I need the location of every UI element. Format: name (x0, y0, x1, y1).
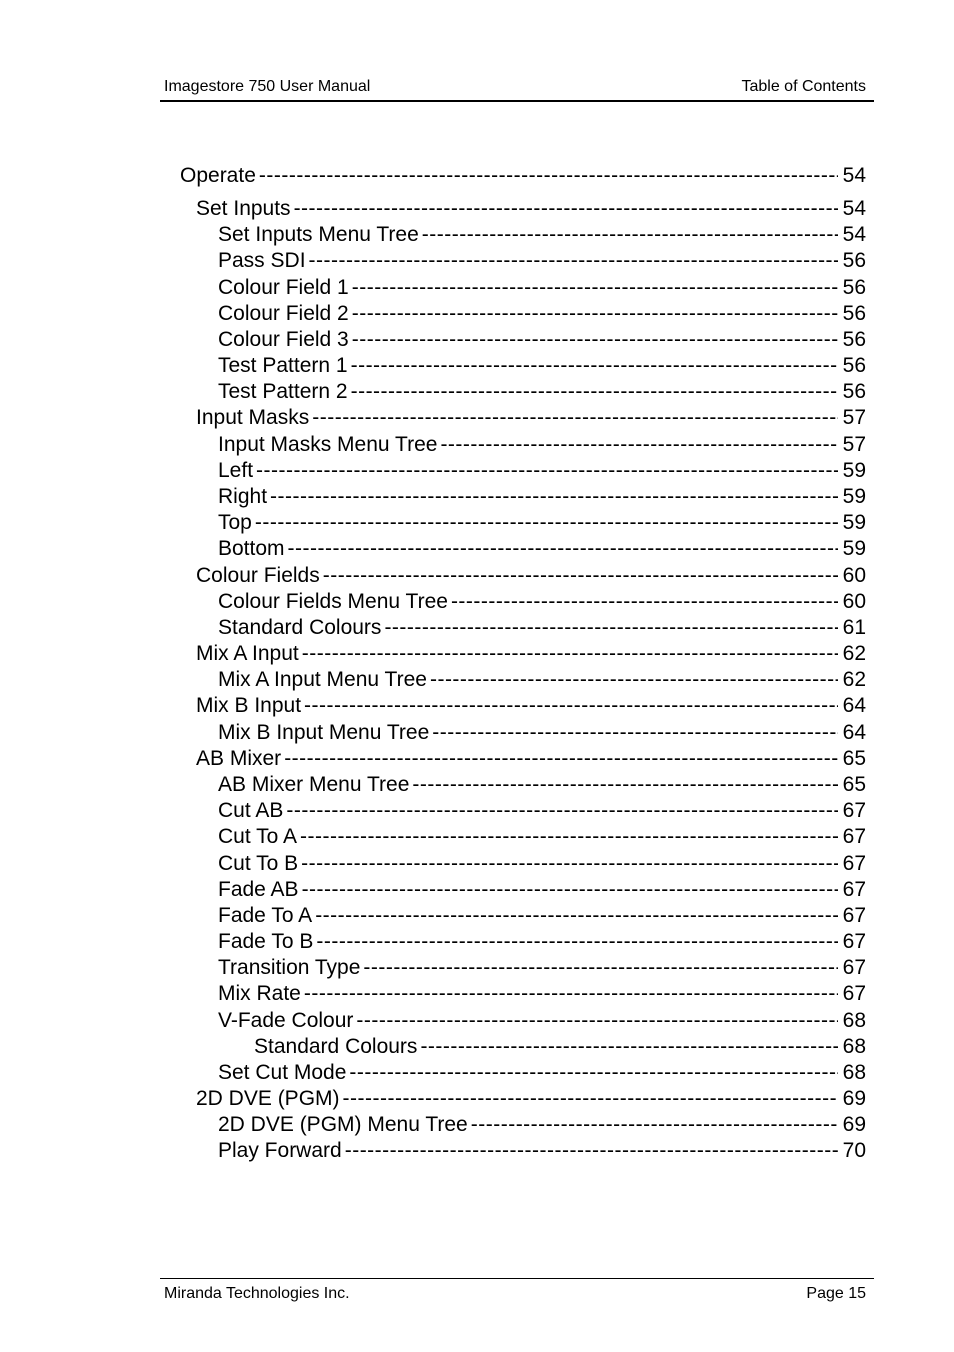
toc-entry[interactable] (218, 720, 866, 746)
toc-entry[interactable] (218, 1112, 866, 1138)
footer-company: Miranda Technologies Inc. (164, 1285, 350, 1302)
toc-entry-page: 60 (842, 589, 866, 613)
toc-entry[interactable] (218, 667, 866, 693)
dot-leader (312, 405, 837, 431)
toc-entry-page: 57 (842, 432, 866, 456)
toc-entry[interactable] (218, 222, 866, 248)
toc-entry-title: Standard Colours (254, 1034, 418, 1058)
dot-leader (451, 589, 838, 615)
toc-entry[interactable] (196, 1086, 866, 1112)
toc-entry-title: Cut To B (218, 851, 299, 875)
toc-entry-page: 68 (842, 1060, 866, 1084)
toc-entry-title: Test Pattern 2 (218, 380, 348, 404)
toc-entry[interactable] (218, 275, 866, 301)
dot-leader (301, 851, 837, 877)
toc-entry[interactable] (218, 877, 866, 903)
toc-entry-page: 59 (842, 511, 866, 535)
toc-entry-title: Play Forward (218, 1139, 342, 1163)
toc-entry-title: Input Masks (196, 406, 310, 430)
toc-entry-page: 67 (842, 903, 866, 927)
toc-entry-page: 56 (842, 380, 866, 404)
page-footer (160, 1278, 874, 1307)
dot-leader (309, 248, 838, 274)
toc-entry[interactable] (196, 196, 866, 222)
toc-entry-page: 67 (842, 956, 866, 980)
toc-entry-title: Fade AB (218, 877, 299, 901)
dot-leader (323, 563, 838, 589)
dot-leader (352, 275, 838, 301)
toc-entry[interactable] (218, 327, 866, 353)
toc-entry[interactable] (196, 405, 866, 431)
toc-entry[interactable] (218, 379, 866, 405)
toc-entry-title: Mix B Input (196, 694, 302, 718)
dot-leader (286, 798, 837, 824)
toc-entry-page: 56 (842, 354, 866, 378)
toc-entry-title: Cut AB (218, 799, 284, 823)
dot-leader (412, 772, 837, 798)
toc-entry-title: Mix Rate (218, 982, 301, 1006)
toc-entry-title: Operate (180, 164, 256, 187)
dot-leader (420, 1034, 837, 1060)
toc-entry-title: Left (218, 458, 254, 482)
dot-leader (304, 693, 838, 719)
toc-entry-title: Mix A Input Menu Tree (218, 668, 427, 692)
toc-entry-page: 54 (842, 197, 866, 220)
footer-page-number: Page 15 (806, 1285, 866, 1302)
toc-entry[interactable] (218, 432, 866, 458)
toc-entry[interactable] (218, 615, 866, 641)
toc-entry-page: 56 (842, 275, 866, 299)
toc-entry-title: Bottom (218, 537, 285, 561)
toc-entry-page: 59 (842, 537, 866, 561)
dot-leader (356, 1008, 837, 1034)
toc-entry-title: Set Inputs (196, 197, 291, 220)
toc-entry-page: 67 (842, 877, 866, 901)
toc-entry-page: 67 (842, 851, 866, 875)
toc-entry[interactable] (218, 589, 866, 615)
toc-entry-page: 54 (842, 164, 866, 187)
toc-entry-title: Transition Type (218, 956, 361, 980)
toc-entry[interactable] (218, 353, 866, 379)
dot-leader (316, 929, 837, 955)
dot-leader (302, 877, 838, 903)
toc-entry[interactable] (218, 851, 866, 877)
toc-entry-page: 65 (842, 746, 866, 770)
toc-entry-title: Test Pattern 1 (218, 354, 348, 378)
toc-entry-title: 2D DVE (PGM) Menu Tree (218, 1113, 468, 1137)
dot-leader (345, 1138, 838, 1164)
toc-entry[interactable] (218, 824, 866, 850)
toc-entry[interactable] (218, 248, 866, 274)
toc-entry-title: Colour Fields Menu Tree (218, 589, 448, 613)
dot-leader (315, 903, 837, 929)
dot-leader (352, 327, 838, 353)
dot-leader (440, 432, 837, 458)
toc-entry-page: 67 (842, 799, 866, 823)
dot-leader (351, 379, 838, 405)
toc-entry[interactable] (196, 641, 866, 667)
dot-leader (349, 1060, 837, 1086)
toc-entry-title: Colour Field 2 (218, 301, 349, 325)
toc-entry-page: 54 (842, 223, 866, 247)
toc-entry[interactable] (218, 903, 866, 929)
toc-entry-page: 62 (842, 642, 866, 666)
header-document-title: Imagestore 750 User Manual (164, 78, 371, 95)
toc-entry-page: 56 (842, 249, 866, 273)
dot-leader (384, 615, 837, 641)
toc-entry-title: 2D DVE (PGM) (196, 1087, 340, 1111)
toc-entry-page: 62 (842, 668, 866, 692)
toc-entry-title: Top (218, 511, 252, 535)
toc-entry[interactable] (254, 1034, 866, 1060)
toc-entry-page: 56 (842, 301, 866, 325)
toc-entry-page: 65 (842, 772, 866, 796)
dot-leader (256, 458, 838, 484)
toc-entry-title: Set Cut Mode (218, 1060, 347, 1084)
toc-entry[interactable] (218, 981, 866, 1007)
toc-entry-title: AB Mixer Menu Tree (218, 772, 410, 796)
dot-leader (270, 484, 838, 510)
header-section-title: Table of Contents (741, 78, 866, 95)
toc-entry-page: 64 (842, 720, 866, 744)
dot-leader (471, 1112, 838, 1138)
toc-entry[interactable] (218, 798, 866, 824)
toc-entry[interactable] (218, 510, 866, 536)
toc-entry[interactable] (218, 458, 866, 484)
toc-entry-title: Fade To B (218, 930, 314, 954)
dot-leader (255, 510, 838, 536)
dot-leader (304, 981, 838, 1007)
dot-leader (432, 720, 837, 746)
toc-entry-page: 69 (842, 1087, 866, 1111)
toc-entry[interactable] (196, 563, 866, 589)
toc-entry-page: 60 (842, 563, 866, 587)
toc-entry-page: 67 (842, 930, 866, 954)
dot-leader (302, 641, 838, 667)
dot-leader (259, 163, 838, 189)
toc-entry-page: 56 (842, 327, 866, 351)
toc-entry[interactable] (218, 929, 866, 955)
toc-entry-title: Colour Field 3 (218, 327, 349, 351)
toc-entry-title: Standard Colours (218, 615, 382, 639)
toc-entry-title: Input Masks Menu Tree (218, 432, 438, 456)
dot-leader (288, 536, 838, 562)
toc-entry[interactable] (196, 693, 866, 719)
dot-leader (351, 353, 838, 379)
toc-entry-title: Mix A Input (196, 642, 299, 666)
dot-leader (352, 301, 838, 327)
toc-entry[interactable] (180, 163, 866, 189)
toc-entry-page: 57 (842, 406, 866, 430)
toc-entry-title: Colour Field 1 (218, 275, 349, 299)
toc-entry-title: Set Inputs Menu Tree (218, 223, 419, 247)
toc-entry-page: 64 (842, 694, 866, 718)
toc-entry[interactable] (218, 301, 866, 327)
toc-entry-page: 68 (842, 1008, 866, 1032)
dot-leader (363, 955, 837, 981)
toc-entry-title: Colour Fields (196, 563, 320, 587)
toc-entry-title: Fade To A (218, 903, 313, 927)
toc-entry-title: Right (218, 484, 268, 508)
dot-leader (294, 196, 838, 222)
toc-entry-title: V-Fade Colour (218, 1008, 354, 1032)
toc-entry[interactable] (218, 1138, 866, 1164)
toc-entry[interactable] (218, 1008, 866, 1034)
dot-leader (430, 667, 838, 693)
toc-entry-page: 67 (842, 825, 866, 849)
toc-entry[interactable] (218, 772, 866, 798)
dot-leader (300, 824, 838, 850)
toc-entry-page: 59 (842, 458, 866, 482)
toc-entry[interactable] (218, 955, 866, 981)
dot-leader (343, 1086, 838, 1112)
toc-entry-page: 67 (842, 982, 866, 1006)
toc-entry-title: Mix B Input Menu Tree (218, 720, 430, 744)
toc-entry[interactable] (218, 484, 866, 510)
toc-entry[interactable] (218, 536, 866, 562)
toc-entry-page: 68 (842, 1034, 866, 1058)
toc-entry[interactable] (218, 1060, 866, 1086)
dot-leader (284, 746, 837, 772)
toc-entry-title: AB Mixer (196, 746, 282, 770)
toc-entry[interactable] (196, 746, 866, 772)
toc-entry-page: 70 (842, 1139, 866, 1163)
dot-leader (422, 222, 838, 248)
toc-entry-title: Pass SDI (218, 249, 306, 273)
toc-entry-page: 69 (842, 1113, 866, 1137)
toc-entry-page: 59 (842, 484, 866, 508)
toc-entry-title: Cut To A (218, 825, 297, 849)
toc-entry-page: 61 (842, 615, 866, 639)
